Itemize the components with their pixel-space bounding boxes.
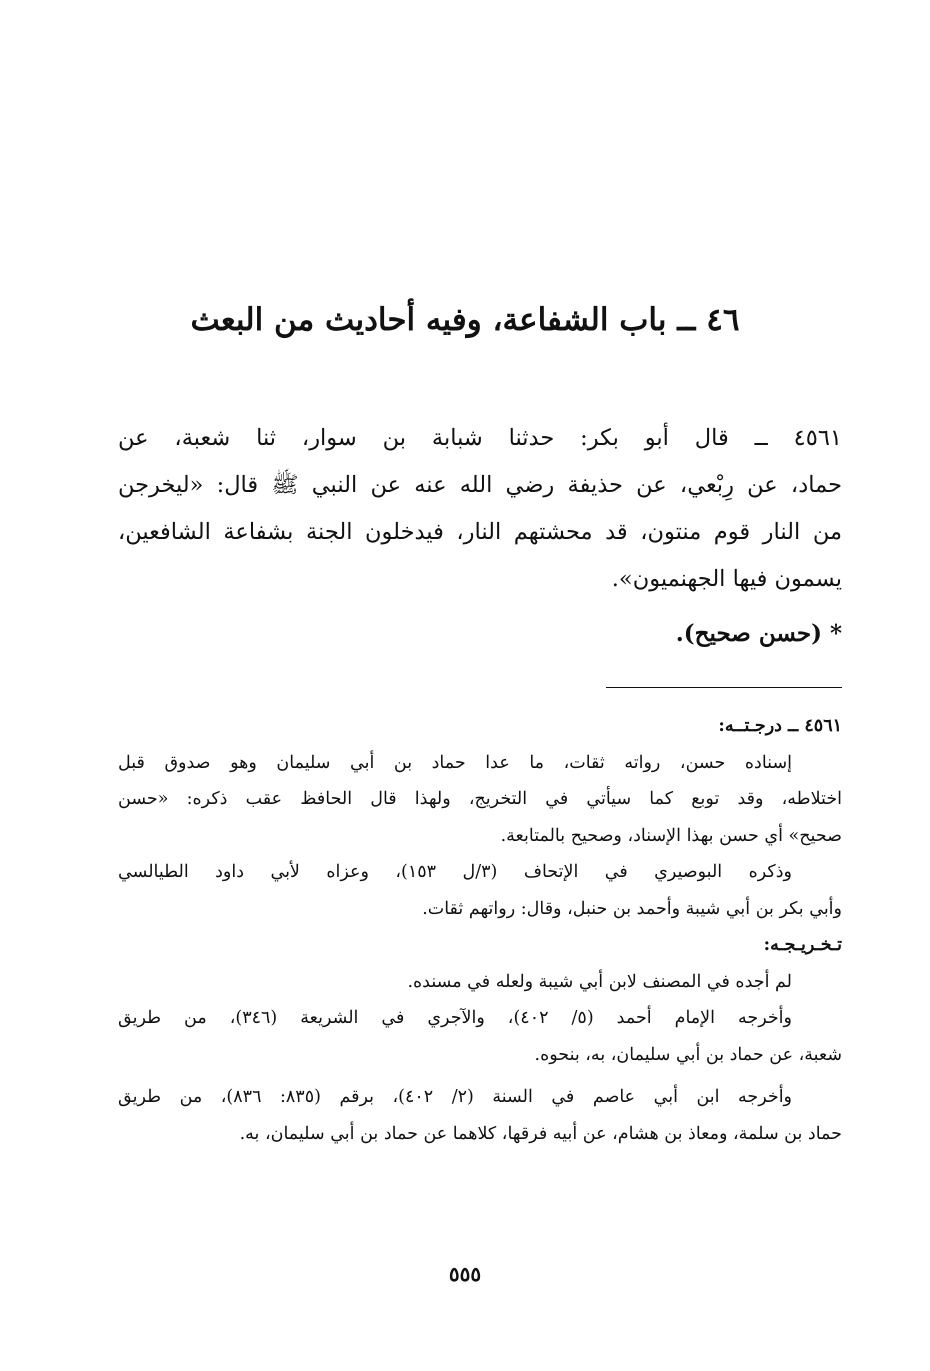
grade-line: إسناده حسن، رواته ثقات، ما عدا حماد بن أبي سليمان وهو صدوق قبل (118, 752, 792, 773)
hadith-line: من النار قوم منتون، قد محشتهم النار، فيدخلون الجنة بشفاعة الشافعين، (118, 519, 842, 545)
grade-line: صحيح» أي حسن بهذا الإسناد، وصحيح بالمتابعة. (500, 825, 842, 846)
busiri-line: وذكره البوصيري في الإتحاف (٣/ل ١٥٣)، وعزاه لأبي داود الطيالسي (118, 862, 792, 882)
grade-line: اختلاطه، وقد توبع كما سيأتي في التخريج، ولهذا قال الحافظ عقب ذكره: «حسن (118, 789, 842, 809)
grade-heading: ٤٥٦١ ــ درجـتــه: (718, 716, 842, 736)
chapter-title: ٤٦ ــ باب الشفاعة، وفيه أحاديث من البعث (190, 302, 740, 338)
footnote-separator (606, 687, 842, 688)
ahmad-line: شعبة، عن حماد بن أبي سليمان، به، بنحوه. (534, 1044, 842, 1065)
musannaf-line: لم أجده في المصنف لابن أبي شيبة ولعله في مسنده. (407, 971, 792, 992)
footnotes (118, 708, 842, 1152)
hadith-line: يسمون فيها الجهنميون». (611, 566, 842, 592)
hadith-line: حماد، عن رِبْعي، عن حذيفة رضي الله عنه عن النبي ﷺ قال: «ليخرجن (118, 472, 842, 498)
page-number: ٥٥٥ (448, 1262, 482, 1286)
busiri-line: وأبي بكر بن أبي شيبة وأحمد بن حنبل، وقال: رواتهم ثقات. (422, 898, 842, 919)
takhrij-heading: تـخـريـجـه: (763, 935, 842, 955)
ibn-abi-asim-line: حماد بن سلمة، ومعاذ بن هشام، عن أبيه فرقها، كلاهما عن حماد بن أبي سليمان، به. (239, 1123, 842, 1144)
hadith-grade: * (حسن صحيح). (675, 620, 842, 647)
hadith-line: ٤٥٦١ ــ قال أبو بكر: حدثنا شبابة بن سوار، ثنا شعبة، عن (118, 425, 842, 451)
hadith-text (118, 415, 842, 603)
ibn-abi-asim-line: وأخرجه ابن أبي عاصم في السنة (٢/ ٤٠٢)، برقم (٨٣٥: ٨٣٦)، من طريق (118, 1087, 793, 1107)
ahmad-line: وأخرجه الإمام أحمد (٥/ ٤٠٢)، والآجري في الشريعة (٣٤٦)، من طريق (118, 1008, 792, 1028)
